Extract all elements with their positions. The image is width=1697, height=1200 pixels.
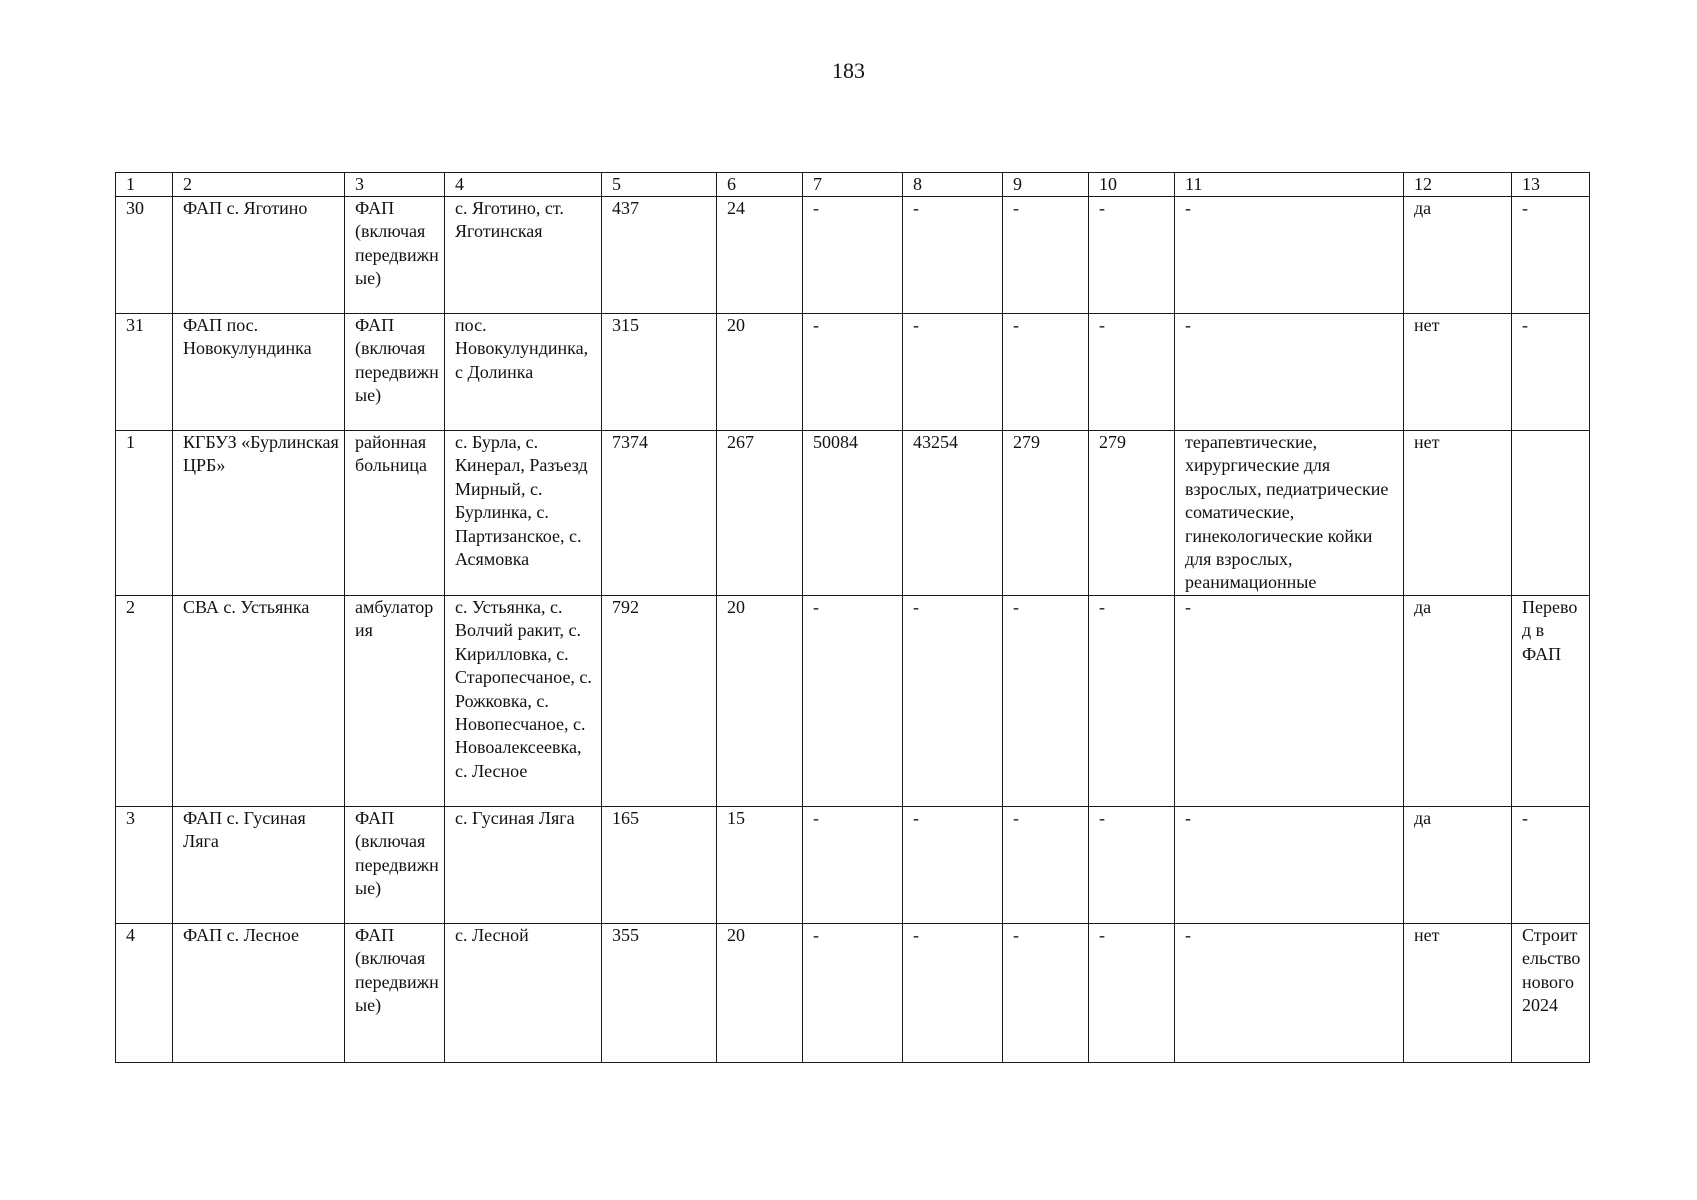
table-cell: - xyxy=(1175,924,1404,1063)
table-cell: - xyxy=(1089,596,1175,807)
table-cell: 355 xyxy=(602,924,717,1063)
table-cell: - xyxy=(1512,807,1590,924)
table-cell: 50084 xyxy=(803,431,903,596)
header-cell: 1 xyxy=(116,173,173,197)
table-cell: 165 xyxy=(602,807,717,924)
table-cell: 31 xyxy=(116,314,173,431)
header-cell: 12 xyxy=(1404,173,1512,197)
table-cell: районная больница xyxy=(345,431,445,596)
table-cell: - xyxy=(1089,807,1175,924)
facilities-table xyxy=(115,172,1590,1063)
table-cell: - xyxy=(1175,807,1404,924)
table-cell: Строительство нового 2024 xyxy=(1512,924,1590,1063)
table-cell: нет xyxy=(1404,924,1512,1063)
table-cell: пос. Новокулундинка, с Долинка xyxy=(445,314,602,431)
table-cell: ФАП (включая передвижные) xyxy=(345,807,445,924)
table-cell: - xyxy=(903,596,1003,807)
table-cell: ФАП (включая передвижные) xyxy=(345,314,445,431)
table-cell: терапевтические, хирургические для взрослых, педиатрические соматические, гинекологические койки для взрослых, реанимационные xyxy=(1175,431,1404,596)
table-cell: 20 xyxy=(717,596,803,807)
table-cell: - xyxy=(1089,197,1175,314)
table-cell: 437 xyxy=(602,197,717,314)
table-cell: ФАП пос. Новокулундинка xyxy=(173,314,345,431)
table-cell: 279 xyxy=(1089,431,1175,596)
header-cell: 4 xyxy=(445,173,602,197)
table-cell: - xyxy=(903,197,1003,314)
table-cell: нет xyxy=(1404,314,1512,431)
table-cell: - xyxy=(803,807,903,924)
table-cell: 15 xyxy=(717,807,803,924)
table-cell: 792 xyxy=(602,596,717,807)
table-cell: 315 xyxy=(602,314,717,431)
table-cell: 24 xyxy=(717,197,803,314)
table-row xyxy=(116,314,1590,431)
table-cell: с. Яготино, ст. Яготинская xyxy=(445,197,602,314)
table-cell xyxy=(1512,431,1590,596)
table-cell: - xyxy=(903,807,1003,924)
table-cell: - xyxy=(1089,924,1175,1063)
header-cell: 7 xyxy=(803,173,903,197)
table-cell: ФАП с. Гусиная Ляга xyxy=(173,807,345,924)
table-cell: - xyxy=(803,596,903,807)
table-row xyxy=(116,596,1590,807)
header-cell: 10 xyxy=(1089,173,1175,197)
table-cell: ФАП (включая передвижные) xyxy=(345,924,445,1063)
table-cell: - xyxy=(1003,807,1089,924)
table-cell: - xyxy=(1175,314,1404,431)
table-cell: нет xyxy=(1404,431,1512,596)
table-cell: КГБУЗ «Бурлинская ЦРБ» xyxy=(173,431,345,596)
table-cell: Перевод в ФАП xyxy=(1512,596,1590,807)
table-cell: - xyxy=(1512,197,1590,314)
table-cell: 279 xyxy=(1003,431,1089,596)
table-cell: 4 xyxy=(116,924,173,1063)
header-cell: 3 xyxy=(345,173,445,197)
header-cell: 11 xyxy=(1175,173,1404,197)
table-cell: ФАП с. Яготино xyxy=(173,197,345,314)
table-cell: - xyxy=(1175,596,1404,807)
table-cell: с. Лесной xyxy=(445,924,602,1063)
table-cell: ФАП (включая передвижные) xyxy=(345,197,445,314)
table-cell: 20 xyxy=(717,924,803,1063)
table-row xyxy=(116,807,1590,924)
table-cell: 20 xyxy=(717,314,803,431)
table-header xyxy=(116,173,1590,197)
table-cell: 43254 xyxy=(903,431,1003,596)
table-cell: с. Гусиная Ляга xyxy=(445,807,602,924)
table-cell: да xyxy=(1404,197,1512,314)
table-cell: СВА с. Устьянка xyxy=(173,596,345,807)
header-cell: 9 xyxy=(1003,173,1089,197)
table-cell: - xyxy=(1175,197,1404,314)
table-cell: да xyxy=(1404,596,1512,807)
table-row xyxy=(116,431,1590,596)
table-cell: с. Устьянка, с. Волчий ракит, с. Кирилловка, с. Старопесчаное, с. Рожковка, с. Новопесчаное, с. Новоалексеевка, с. Лесное xyxy=(445,596,602,807)
header-cell: 5 xyxy=(602,173,717,197)
table-cell: да xyxy=(1404,807,1512,924)
table-cell: 30 xyxy=(116,197,173,314)
table-cell: 267 xyxy=(717,431,803,596)
table-cell: - xyxy=(1512,314,1590,431)
header-cell: 8 xyxy=(903,173,1003,197)
table-cell: 1 xyxy=(116,431,173,596)
table-cell: - xyxy=(1003,596,1089,807)
table-cell: с. Бурла, с. Кинерал, Разъезд Мирный, с. Бурлинка, с. Партизанское, с. Асямовка xyxy=(445,431,602,596)
table-cell: - xyxy=(903,924,1003,1063)
table-cell: амбулатория xyxy=(345,596,445,807)
header-row xyxy=(116,173,1590,197)
table-cell: - xyxy=(1089,314,1175,431)
table-cell: - xyxy=(1003,924,1089,1063)
table-cell: 2 xyxy=(116,596,173,807)
page-number: 183 xyxy=(832,58,865,83)
table-cell: - xyxy=(1003,314,1089,431)
table-cell: - xyxy=(803,924,903,1063)
header-cell: 13 xyxy=(1512,173,1590,197)
table-cell: 7374 xyxy=(602,431,717,596)
table-cell: - xyxy=(903,314,1003,431)
table-cell: ФАП с. Лесное xyxy=(173,924,345,1063)
table-body xyxy=(116,197,1590,1063)
header-cell: 6 xyxy=(717,173,803,197)
table-row xyxy=(116,924,1590,1063)
table-cell: - xyxy=(1003,197,1089,314)
table-cell: - xyxy=(803,197,903,314)
table-cell: - xyxy=(803,314,903,431)
table-cell: 3 xyxy=(116,807,173,924)
header-cell: 2 xyxy=(173,173,345,197)
table-row xyxy=(116,197,1590,314)
